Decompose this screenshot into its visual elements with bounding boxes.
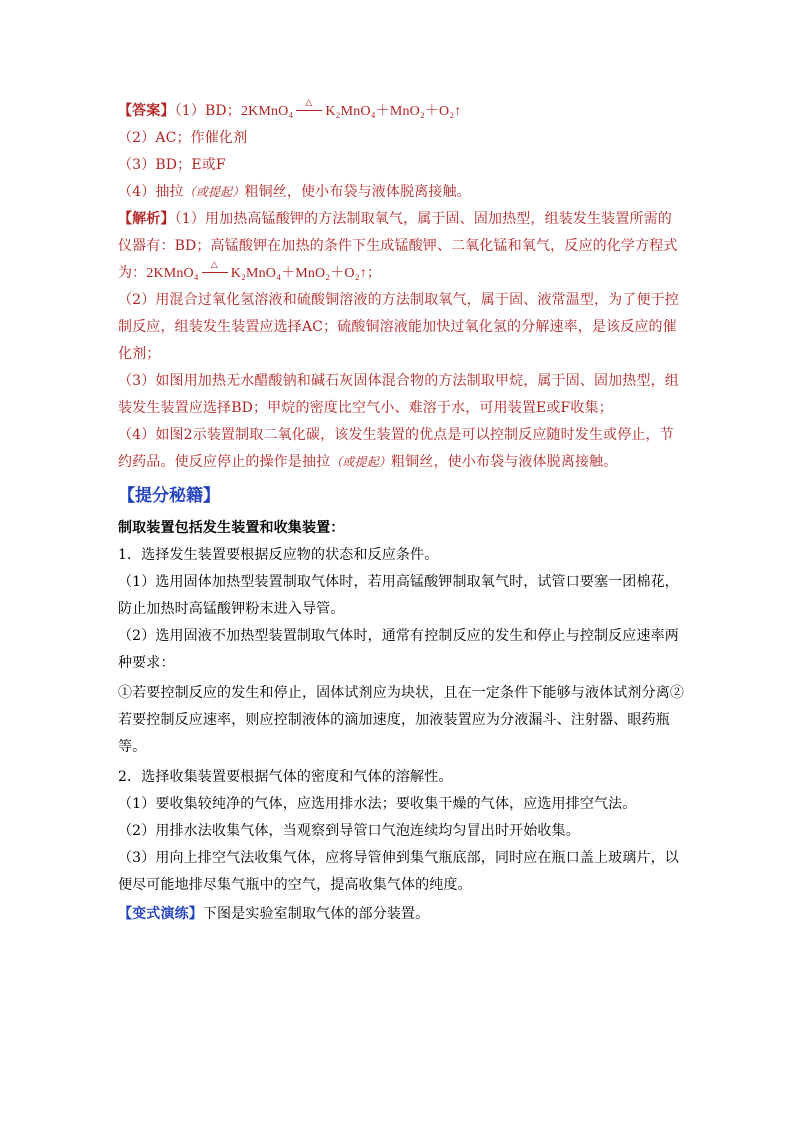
tips-line-3: 防止加热时高锰酸钾粉末进入导管。 [118,601,345,617]
answer-line-1 [118,100,678,123]
answer-line-4: （4）抽拉（或提起）粗铜丝，使小布袋与液体脱离接触。 [118,184,471,200]
equation-right: K₂MnO₄＋MnO₂＋O₂↑ [325,104,462,119]
answer-line-3: （3）BD；E或F [118,157,226,173]
tips-line-13: 便尽可能地排尽集气瓶中的空气，提高收集气体的纯度。 [118,877,472,893]
analysis-line-8: 装发生装置应选择BD；甲烷的密度比空气小、难溶于水，可用装置E或F收集； [118,400,613,416]
analysis-line-1: 【解析】（1）用加热高锰酸钾的方法制取氧气，属于固、固加热型，组装发生装置所需的 [118,211,672,227]
tips-line-1: 1．选择发生装置要根据反应物的状态和反应条件。 [118,547,439,563]
tips-subheading: 制取装置包括发生装置和收集装置： [118,520,345,536]
tips-line-9: 2．选择收集装置要根据气体的密度和气体的溶解性。 [118,769,453,785]
analysis-tag: 【解析】 [118,211,175,227]
analysis-line-7: （3）如图用加热无水醋酸钠和碱石灰固体混合物的方法制取甲烷，属于固、固加热型，组 [118,373,679,389]
answer-line-2: （2）AC；作催化剂 [118,130,248,146]
tips-heading: 【提分秘籍】 [118,486,220,506]
variant-line [118,903,678,925]
tips-line-11: （2）用排水法收集气体，当观察到导管口气泡连续均匀冒出时开始收集。 [118,823,580,839]
analysis-line-4: （2）用混合过氧化氢溶液和硫酸铜溶液的方法制取氧气，属于固、液常温型，为了便于控 [118,292,679,308]
answer-text: （1）BD； [174,103,241,119]
equation-left: 2KMnO₄ [240,104,294,119]
analysis-line-10: 约药品。使反应停止的操作是抽拉（或提起）粗铜丝，使小布袋与液体脱离接触。 [118,454,618,470]
tips-line-10: （1）要收集较纯净的气体，应选用排水法；要收集干燥的气体，应选用排空气法。 [118,796,637,812]
analysis-line-9: （4）如图2示装置制取二氧化碳，该发生装置的优点是可以控制反应随时发生或停止，节 [118,427,674,443]
tips-line-12: （3）用向上排空气法收集气体，应将导管伸到集气瓶底部，同时应在瓶口盖上玻璃片，以 [118,850,679,866]
tips-line-6: ①若要控制反应的发生和停止，固体试剂应为块状，且在一定条件下能够与液体试剂分离② [118,685,684,701]
tips-line-7: 若要控制反应速率，则应控制液体的滴加速度，加液装置应为分液漏斗、注射器、眼药瓶 [118,712,670,728]
analysis-line-3: 为：2KMnO₄ △ K₂MnO₄＋MnO₂＋O₂↑； [118,260,382,281]
heat-condition-icon: △ [202,263,228,279]
tips-line-4: （2）选用固液不加热型装置制取气体时，通常有控制反应的发生和停止与控制反应速率两 [118,628,679,644]
variant-text: 下图是实验室制取气体的部分装置。 [202,906,430,922]
analysis-line-5: 制反应，组装发生装置应选择AC；硫酸铜溶液能加快过氧化氢的分解速率，是该反应的催 [118,319,677,335]
heat-condition-icon: △ [296,101,322,117]
variant-tag: 【变式演练】 [118,906,203,922]
tips-line-5: 种要求： [118,655,175,671]
analysis-line-2: 仪器有：BD；高锰酸钾在加热的条件下生成锰酸钾、二氧化锰和氧气，反应的化学方程式 [118,238,678,254]
analysis-line-6: 化剂； [118,346,161,362]
answer-tag: 【答案】 [118,103,175,119]
tips-line-2: （1）选用固体加热型装置制取气体时，若用高锰酸钾制取氧气时，试管口要塞一团棉花， [118,574,679,590]
tips-line-8: 等。 [118,739,147,755]
